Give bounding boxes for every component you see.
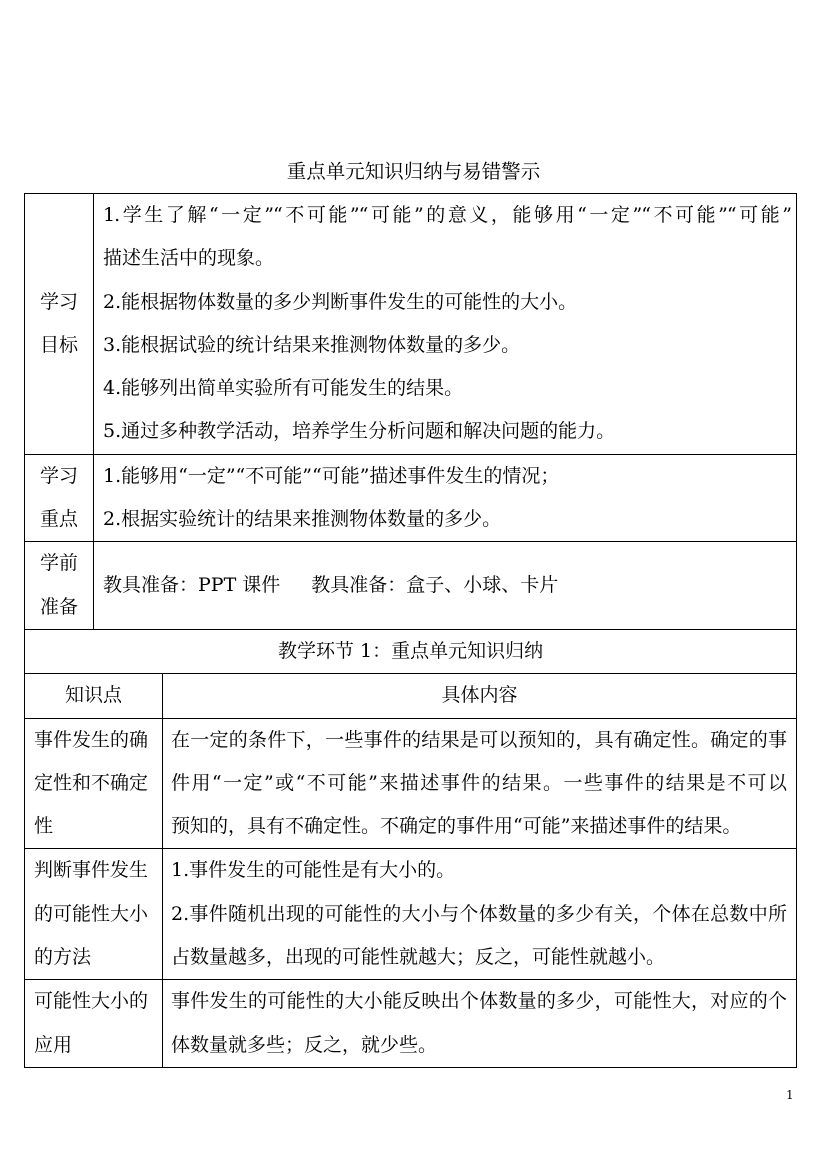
page-number: 1	[786, 1088, 794, 1102]
table-row	[25, 849, 797, 980]
objective-item	[103, 367, 791, 410]
topic-cell	[25, 980, 163, 1068]
label-line: 学习	[39, 464, 78, 487]
objective-line: 2.能根据物体数量的多少判断事件发生的可能性的大小。	[103, 290, 578, 313]
page-title: 重点单元知识归纳与易错警示	[286, 160, 541, 183]
content-line: 事件发生的可能性的大小能反映出个体数量的多少，可能性大，对应的个	[171, 990, 788, 1013]
content-paragraph	[171, 893, 787, 980]
key-points-label	[25, 454, 94, 542]
key-points-content	[94, 454, 797, 542]
key-point-item	[103, 498, 791, 541]
learning-objectives-row	[25, 194, 797, 455]
content-paragraph	[171, 849, 787, 892]
key-point-line: 2.根据实验统计的结果来推测物体数量的多少。	[103, 508, 502, 531]
content-line: 1.事件发生的可能性是有大小的。	[171, 859, 456, 882]
table-row	[25, 980, 797, 1068]
preparation-row	[25, 542, 797, 630]
content-line: 占数量越多，出现的可能性就越大；反之，可能性就越小。	[171, 946, 666, 969]
topic-line: 的方法	[34, 946, 92, 969]
objective-item	[103, 194, 791, 281]
content-paragraph	[171, 980, 787, 1067]
content-line: 体数量就多些；反之，就少些。	[171, 1033, 438, 1056]
topic-line: 可能性大小的	[34, 990, 149, 1013]
topic-line: 性	[34, 815, 54, 838]
section-heading: 教学环节 1：重点单元知识归纳	[25, 629, 797, 673]
content-line: 件用“一定”或“不可能”来描述事件的结果。一些事件的结果是不可以	[171, 771, 788, 794]
content-cell	[163, 980, 797, 1068]
topic-line: 事件发生的确	[34, 728, 149, 751]
column-header-topic: 知识点	[25, 674, 163, 718]
topic-line: 判断事件发生	[34, 859, 149, 882]
key-points-row	[25, 454, 797, 542]
column-header-row	[25, 674, 797, 718]
objective-line: 4.能够列出简单实验所有可能发生的结果。	[103, 377, 464, 400]
objective-line: 描述生活中的现象。	[103, 247, 275, 270]
key-point-item	[103, 455, 791, 498]
label-line: 准备	[39, 595, 78, 618]
preparation-item: 教具准备：盒子、小球、卡片	[311, 574, 559, 597]
learning-objectives-label	[25, 194, 94, 455]
lesson-plan-table	[24, 193, 797, 1068]
topic-cell	[25, 849, 163, 980]
preparation-item: 教具准备：PPT 课件	[103, 574, 281, 597]
objective-item	[103, 324, 791, 367]
objective-line: 5.通过多种教学活动，培养学生分析问题和解决问题的能力。	[103, 420, 616, 443]
preparation-label	[25, 542, 94, 630]
content-line: 在一定的条件下，一些事件的结果是可以预知的，具有确定性。确定的事	[171, 728, 788, 751]
content-line: 预知的，具有不确定性。不确定的事件用“可能”来描述事件的结果。	[171, 815, 742, 838]
objective-item	[103, 281, 791, 324]
content-paragraph	[171, 719, 787, 849]
topic-line: 定性和不确定	[34, 771, 149, 794]
topic-line: 应用	[34, 1033, 73, 1056]
label-line: 重点	[39, 508, 78, 531]
content-line: 2.事件随机出现的可能性的大小与个体数量的多少有关，个体在总数中所	[171, 902, 788, 925]
objective-line: 3.能根据试验的统计结果来推测物体数量的多少。	[103, 333, 521, 356]
content-cell	[163, 849, 797, 980]
label-line: 目标	[39, 333, 78, 356]
table-row	[25, 718, 797, 849]
label-line: 学前	[39, 552, 78, 575]
content-cell	[163, 718, 797, 849]
objective-line: 1.学生了解“一定”“不可能”“可能”的意义，能够用“一定”“不可能”“可能”	[103, 204, 792, 226]
objective-item	[103, 410, 791, 453]
label-line: 学习	[39, 290, 78, 313]
preparation-content	[94, 542, 797, 630]
topic-cell	[25, 718, 163, 849]
column-header-content: 具体内容	[163, 674, 797, 718]
learning-objectives-content	[94, 194, 797, 455]
section-heading-row	[25, 629, 797, 673]
topic-line: 的可能性大小	[34, 902, 149, 925]
key-point-line: 1.能够用“一定”“不可能”“可能”描述事件发生的情况；	[103, 464, 560, 487]
